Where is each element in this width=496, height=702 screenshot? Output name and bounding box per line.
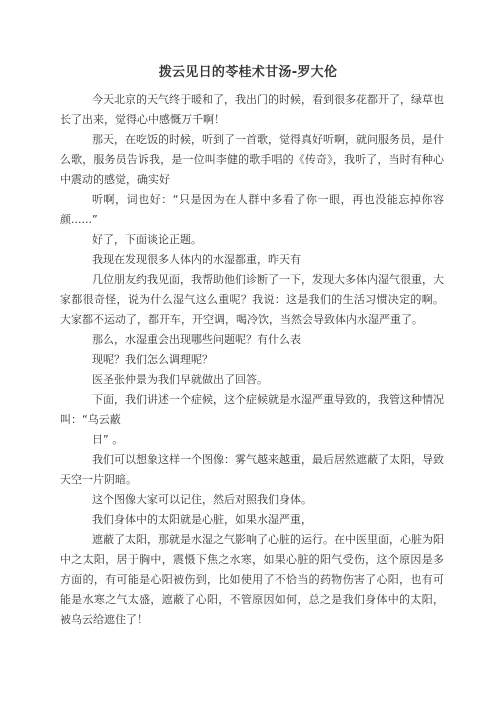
- paragraph-lyrics: 听啊，词也好：“只是因为在人群中多看了你一眼，再也没能忘掉你容颜......”: [60, 193, 444, 226]
- paragraph-question: 那么，水湿重会出现哪些问题呢？有什么表: [92, 333, 301, 346]
- paragraph-song: 那天，在吃饭的时候，听到了一首歌，觉得真好听啊，就问服务员，是什么歌，服务员告诉我，是一位叫李健的歌手唱的《传奇》，我听了，当时有种心中震动的感觉，确实好: [60, 133, 444, 186]
- paragraph-heart: 我们身体中的太阳就是心脏，如果水湿严重，: [92, 513, 312, 526]
- paragraph-topic: 好了，下面谈论正题。: [92, 233, 202, 246]
- paragraph-dampness-intro: 我现在发现很多人体内的水湿都重，昨天有: [92, 253, 301, 266]
- paragraph-image: 我们可以想象这样一个图像：雾气越来越重，最后居然遮蔽了太阳，导致天空一片阴暗。: [60, 453, 444, 486]
- paragraph-syndrome-cont: 日” 。: [92, 433, 124, 446]
- paragraph-zhang-zhongjing: 医圣张仲景为我们早就做出了回答。: [92, 373, 268, 386]
- document-title: 拨云见日的苓桂术甘汤-罗大伦: [158, 65, 338, 80]
- paragraph-friends: 几位朋友约我见面，我帮助他们诊断了一下，发现大多体内湿气很重，大家都很奇怪，说为什么湿气这么重呢？我说：这是我们的生活习惯决定的啊。大家都不运动了，都开车，开空调，喝冷饮，当然会导致体内水湿严重了。: [60, 273, 444, 326]
- paragraph-weather: 今天北京的天气终于暖和了，我出门的时候，看到很多花都开了，绿草也长了出来，觉得心中感慨万千啊！: [60, 93, 444, 126]
- paragraph-remember: 这个图像大家可以记住，然后对照我们身体。: [92, 493, 312, 506]
- paragraph-heart-yang: 遮蔽了太阳，那就是水湿之气影响了心脏的运行。在中医里面，心脏为阳中之太阳，居于胸中，震慑下焦之水寒，如果心脏的阳气受伤，这个原因是多方面的，有可能是心阳被伤到，比如使用了不恰当的药物伤害了心阳，也有可能是水寒之气太盛，遮蔽了心阳，不管原因如何，总之是我们身体中的太阳，被乌云给遮住了！: [60, 533, 444, 626]
- paragraph-question-cont: 现呢？我们怎么调理呢？: [92, 353, 213, 366]
- paragraph-syndrome: 下面，我们讲述一个症候，这个症候就是水湿严重导致的，我管这种情况叫：“乌云蔽: [60, 393, 444, 426]
- document-body: [60, 90, 444, 630]
